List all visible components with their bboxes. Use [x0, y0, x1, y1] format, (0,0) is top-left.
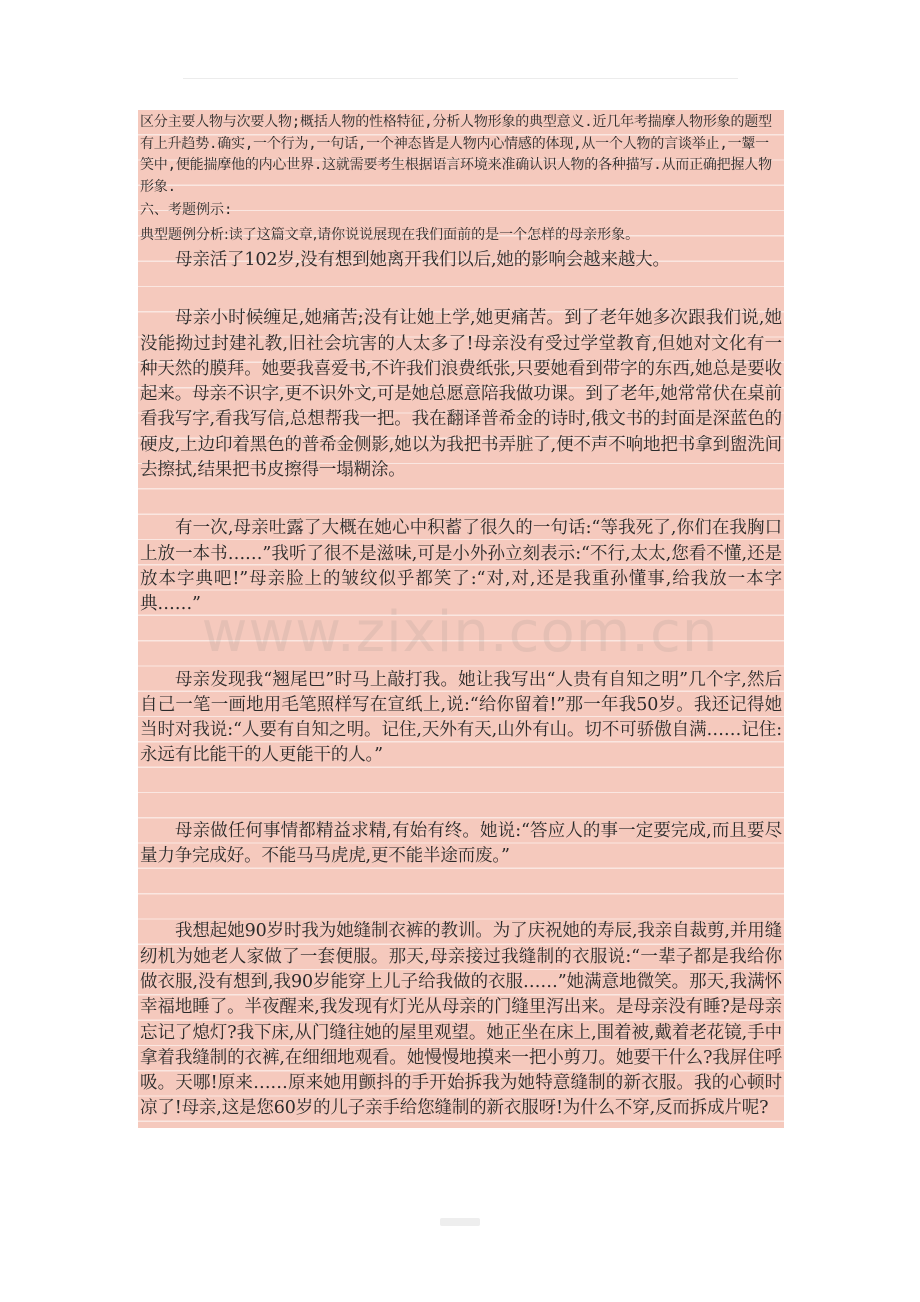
paragraph-spacer — [140, 769, 782, 819]
paragraph-3: 有一次,母亲吐露了大概在她心中积蓄了很久的一句话:“等我死了,你们在我胸口上放一本书……”我听了很不是滋味,可是小外孙立刻表示:“不行,太太,您看不懂,还是放本字典吧!”母亲脸上的皱纹似乎都笑了:“对,对,还是我重孙懂事,给我放一本字典……” — [140, 518, 782, 615]
paragraph-4: 母亲发现我“翘尾巴”时马上敲打我。她让我写出“人贵有自知之明”几个字,然后自己一笔一画地用毛笔照样写在宣纸上,说:“给你留着!”那一年我50岁。我还记得她当时对我说:“人要有自知之明。记住,天外有天,山外有山。切不可骄傲自满……记住:永远有比能干的人更能干的人。” — [140, 669, 782, 766]
footer-mark — [440, 1218, 480, 1226]
paragraph-1: 母亲活了102岁,没有想到她离开我们以后,她的影响会越来越大。 — [175, 250, 670, 270]
paragraph-spacer — [140, 869, 782, 919]
section-heading: 六、考题例示: — [140, 202, 233, 218]
paragraph-2: 母亲小时候缠足,她痛苦;没有让她上学,她更痛苦。到了老年她多次跟我们说,她没能拗过封建礼教,旧社会坑害的人太多了!母亲没有受过学堂教育,但她对文化有一种天然的膜拜。她要我喜爱书,不许我们浪费纸张,只要她看到带字的东西,她总是要收起来。母亲不识字,更不识外文,可是她总愿意陪我做功课。到了老年,她常常伏在桌前看我写字,看我写信,总想帮我一把。我在翻译普希金的诗时,俄文书的封面是深蓝色的硬皮,上边印着黑色的普希金侧影,她以为我把书弄脏了,便不声不响地把书拿到盥洗间去擦拭,结果把书皮擦得一塌糊涂。 — [140, 308, 782, 481]
paragraph-5: 母亲做任何事情都精益求精,有始有终。她说:“答应人的事一定要完成,而且要尽量力争完成好。不能马马虎虎,更不能半途而废。” — [140, 820, 782, 867]
paragraph-6: 我想起她90岁时我为她缝制衣裤的教训。为了庆祝她的寿辰,我亲自裁剪,并用缝纫机为她老人家做了一套便服。那天,母亲接过我缝制的衣服说:“一辈子都是我给你做衣服,没有想到,我90岁能穿上儿子给我做的衣服……”她满意地微笑。那天,我满怀幸福地睡了。半夜醒来,我发现有灯光从母亲的门缝里泻出来。是母亲没有睡?是母亲忘记了熄灯?我下床,从门缝往她的屋里观望。她正坐在床上,围着被,戴着老花镜,手中拿着我缝制的衣裤,在细细地观看。她慢慢地摸来一把小剪刀。她要干什么?我屏住呼吸。天哪!原来……原来她用颤抖的手开始拆我为她特意缝制的新衣服。我的心顿时凉了!母亲,这是您60岁的儿子亲手给您缝制的新衣服呀!为什么不穿,反而拆成片呢? — [140, 921, 782, 1119]
question-prompt: 典型题例分析:读了这篇文章,请你说说展现在我们面前的是一个怎样的母亲形象。 — [140, 227, 640, 243]
header-rule — [183, 78, 738, 79]
paragraph-spacer — [140, 273, 782, 306]
intro-paragraph: 区分主要人物与次要人物;概括人物的性格特征,分析人物形象的典型意义.近几年考揣摩人物形象的题型有上升趋势.确实,一个行为,一句话,一个神态皆是人物内心情感的体现,从一个人物的言谈举止,一颦一笑中,便能揣摩他的内心世界.这就需要考生根据语言环境来准确认识人物的各种描写.从而正确把握人物形象. — [140, 114, 772, 195]
document-body — [138, 110, 784, 1128]
paragraph-spacer — [140, 618, 782, 668]
paragraph-spacer — [140, 483, 782, 516]
